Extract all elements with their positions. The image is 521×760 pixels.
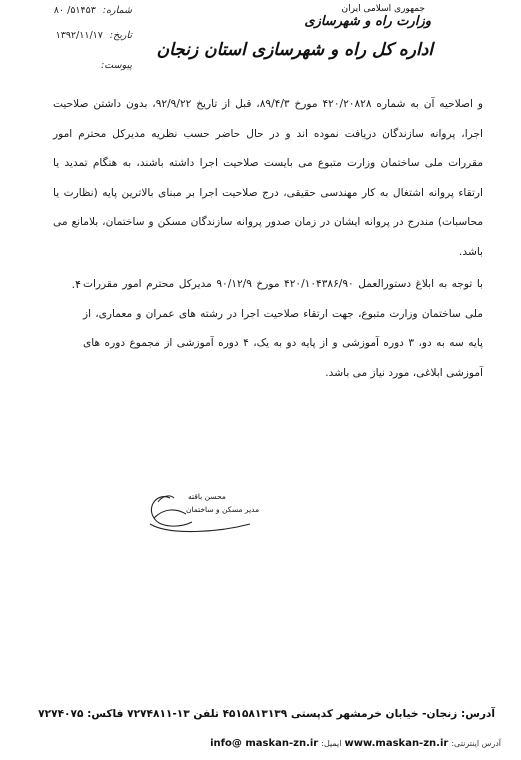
office-heading: اداره کل راه و شهرسازی استان زنجان <box>156 40 433 60</box>
signatory-name: محسن باقته <box>188 492 226 501</box>
date-value: ۱۳۹۲/۱۱/۱۷ <box>55 30 103 41</box>
attachment-label: پیوست: <box>101 60 132 71</box>
ministry-heading: وزارت راه و شهرسازی <box>304 14 431 29</box>
date-label: تاریخ: <box>109 30 132 41</box>
signatory-title: مدیر مسکن و ساختمان <box>186 505 260 514</box>
signature-block <box>140 478 280 540</box>
email-label: ایمیل: <box>321 739 342 748</box>
website-link[interactable]: www.maskan-zn.ir <box>344 738 449 749</box>
number-label: شماره: <box>102 5 132 16</box>
letter-date <box>12 30 132 41</box>
item-number: ۴. <box>71 278 81 291</box>
letter-attachment <box>12 60 132 71</box>
footer-address: آدرس: زنجان- خیابان خرمشهر کدپستی ۴۵۱۵۸۱۳۱۳۹ تلفن ۱۳-۷۲۷۴۸۱۱ فاکس: ۷۲۷۴۰۷۵ <box>38 708 495 720</box>
email-link[interactable]: info@ maskan-zn.ir <box>210 738 319 749</box>
number-value: ۵۱۴۵۳/ ۸۰ <box>53 5 96 16</box>
letter-number <box>12 5 132 16</box>
republic-heading: جمهوری اسلامی ایران <box>341 4 425 14</box>
footer-web <box>21 738 501 749</box>
body-paragraph-1: و اصلاحیه آن به شماره ۴۲۰/۲۰۸۲۸ مورخ ۸۹/۴/۳، قبل از تاریخ ۹۲/۹/۲۲، بدون داشتن صلاحیت اجرا، پروانه سازندگان دریافت نموده اند و در حال حاضر حسب نظریه مدیرکل محترم امور مقررات ملی ساختمان وزارت متبوع می بایست صلاحیت اجرا داشته باشند، به هنگام تمدید یا ارتقاء پروانه اشتغال به کار مهندسی حقیقی، درج صلاحیت اجرا بر مبنای بالاترین پایه (نظارت یا محاسبات) مندرج در پروانه ایشان در زمان صدور پروانه سازندگان مسکن و ساختمان، بلامانع می باشد. <box>53 98 483 258</box>
web-label: آدرس اینترنتی: <box>451 739 501 748</box>
body-paragraph-2: با توجه به ابلاغ دستورالعمل ۴۲۰/۱۰۴۳۸۶/۹۰ مورخ ۹۰/۱۲/۹ مدیرکل محترم امور مقررات ملی ساختمان وزارت متبوع، جهت ارتقاء صلاحیت اجرا در رشته های عمران و معماری، از پایه سه به دو، ۳ دوره آموزشی و از پایه دو به یک، ۴ دوره آموزشی از مجموع دوره های آموزشی ابلاغی، مورد نیاز می باشد. <box>83 278 483 379</box>
